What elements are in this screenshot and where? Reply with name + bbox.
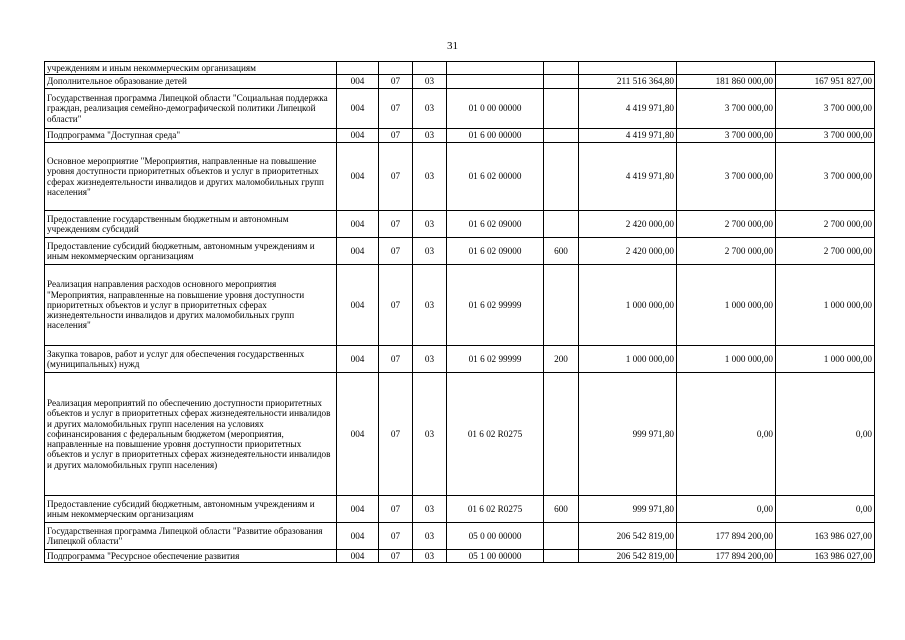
- row-section: 07: [379, 496, 413, 523]
- row-sum-year-2: 177 894 200,00: [677, 523, 776, 550]
- row-sum-year-3: 2 700 000,00: [776, 238, 875, 265]
- row-admin-code: 004: [337, 129, 379, 143]
- row-name: Закупка товаров, работ и услуг для обеспечения государственных (муниципальных) нужд: [45, 346, 337, 373]
- row-expense-type: [544, 211, 579, 238]
- row-admin-code: 004: [337, 143, 379, 211]
- row-target-article: 01 6 02 R0275: [447, 373, 544, 496]
- row-subsection: 03: [413, 238, 447, 265]
- row-sum-year-1: 206 542 819,00: [579, 550, 677, 563]
- row-sum-year-1: 4 419 971,80: [579, 89, 677, 129]
- row-sum-year-3: 0,00: [776, 496, 875, 523]
- row-expense-type: [544, 550, 579, 563]
- row-sum-year-2: 1 000 000,00: [677, 346, 776, 373]
- table-row: [45, 496, 875, 523]
- row-section: 07: [379, 550, 413, 563]
- row-section: 07: [379, 89, 413, 129]
- row-subsection: 03: [413, 265, 447, 346]
- row-section: 07: [379, 238, 413, 265]
- row-sum-year-1: 211 516 364,80: [579, 75, 677, 89]
- row-subsection: [413, 62, 447, 75]
- row-section: 07: [379, 346, 413, 373]
- row-expense-type: 200: [544, 346, 579, 373]
- table-row: [45, 550, 875, 563]
- row-target-article: 01 6 02 99999: [447, 265, 544, 346]
- row-sum-year-3: 163 986 027,00: [776, 523, 875, 550]
- row-sum-year-1: 4 419 971,80: [579, 129, 677, 143]
- row-sum-year-3: 3 700 000,00: [776, 129, 875, 143]
- row-sum-year-2: 0,00: [677, 373, 776, 496]
- row-admin-code: 004: [337, 496, 379, 523]
- row-subsection: 03: [413, 211, 447, 238]
- row-admin-code: 004: [337, 550, 379, 563]
- row-sum-year-3: 163 986 027,00: [776, 550, 875, 563]
- row-name: учреждениям и иным некоммерческим организациям: [45, 62, 337, 75]
- row-subsection: 03: [413, 89, 447, 129]
- row-target-article: 01 6 02 R0275: [447, 496, 544, 523]
- row-admin-code: 004: [337, 523, 379, 550]
- table-row: [45, 211, 875, 238]
- table-row: [45, 129, 875, 143]
- row-admin-code: 004: [337, 75, 379, 89]
- row-expense-type: [544, 265, 579, 346]
- row-subsection: 03: [413, 496, 447, 523]
- row-sum-year-3: [776, 62, 875, 75]
- row-section: [379, 62, 413, 75]
- row-name: Подпрограмма "Доступная среда": [45, 129, 337, 143]
- row-sum-year-2: 2 700 000,00: [677, 211, 776, 238]
- row-sum-year-3: 3 700 000,00: [776, 143, 875, 211]
- row-sum-year-1: 2 420 000,00: [579, 211, 677, 238]
- budget-table: [44, 61, 875, 563]
- row-expense-type: [544, 129, 579, 143]
- row-name: Реализация направления расходов основного мероприятия "Мероприятия, направленные на повышение уровня доступности приоритетных объектов и услуг в приоритетных сферах жизнедеятельности инвалидов и других маломобильных групп населения": [45, 265, 337, 346]
- row-expense-type: [544, 62, 579, 75]
- table-row: [45, 89, 875, 129]
- row-sum-year-2: 2 700 000,00: [677, 238, 776, 265]
- row-name: Государственная программа Липецкой области "Развитие образования Липецкой области": [45, 523, 337, 550]
- table-row: [45, 143, 875, 211]
- row-section: 07: [379, 143, 413, 211]
- row-subsection: 03: [413, 373, 447, 496]
- row-sum-year-2: 177 894 200,00: [677, 550, 776, 563]
- row-expense-type: [544, 75, 579, 89]
- row-sum-year-1: 2 420 000,00: [579, 238, 677, 265]
- row-expense-type: 600: [544, 496, 579, 523]
- row-sum-year-3: 1 000 000,00: [776, 346, 875, 373]
- row-sum-year-1: 1 000 000,00: [579, 265, 677, 346]
- row-sum-year-3: 0,00: [776, 373, 875, 496]
- row-target-article: 01 6 00 00000: [447, 129, 544, 143]
- row-target-article: [447, 62, 544, 75]
- row-admin-code: 004: [337, 346, 379, 373]
- table-row: [45, 238, 875, 265]
- row-name: Реализация мероприятий по обеспечению доступности приоритетных объектов и услуг в приоритетных сферах жизнедеятельности инвалидов и других маломобильных групп населения на условиях софинансирования с федеральным бюджетом (мероприятия, направленные на повышение уровня доступности приоритетных объектов и услуг в приоритетных сферах жизнедеятельности инвалидов и других маломобильных групп населения): [45, 373, 337, 496]
- row-expense-type: 600: [544, 238, 579, 265]
- row-name: Предоставление субсидий бюджетным, автономным учреждениям и иным некоммерческим организациям: [45, 238, 337, 265]
- row-sum-year-1: 4 419 971,80: [579, 143, 677, 211]
- row-sum-year-2: 181 860 000,00: [677, 75, 776, 89]
- row-sum-year-2: 3 700 000,00: [677, 143, 776, 211]
- row-sum-year-2: 3 700 000,00: [677, 129, 776, 143]
- row-sum-year-3: 3 700 000,00: [776, 89, 875, 129]
- row-admin-code: [337, 62, 379, 75]
- table-row: [45, 265, 875, 346]
- row-admin-code: 004: [337, 89, 379, 129]
- row-subsection: 03: [413, 523, 447, 550]
- row-section: 07: [379, 523, 413, 550]
- row-sum-year-2: 0,00: [677, 496, 776, 523]
- row-expense-type: [544, 373, 579, 496]
- row-sum-year-3: 1 000 000,00: [776, 265, 875, 346]
- row-sum-year-1: 206 542 819,00: [579, 523, 677, 550]
- row-admin-code: 004: [337, 373, 379, 496]
- row-target-article: 01 6 02 09000: [447, 238, 544, 265]
- row-target-article: 05 0 00 00000: [447, 523, 544, 550]
- row-target-article: [447, 75, 544, 89]
- row-name: Государственная программа Липецкой области "Социальная поддержка граждан, реализация семейно-демографической политики Липецкой области": [45, 89, 337, 129]
- table-row: [45, 373, 875, 496]
- row-name: Предоставление государственным бюджетным и автономным учреждениям субсидий: [45, 211, 337, 238]
- table-row: [45, 75, 875, 89]
- row-name: Дополнительное образование детей: [45, 75, 337, 89]
- table-row: [45, 523, 875, 550]
- row-section: 07: [379, 129, 413, 143]
- row-target-article: 01 6 02 00000: [447, 143, 544, 211]
- row-section: 07: [379, 75, 413, 89]
- row-sum-year-1: 999 971,80: [579, 496, 677, 523]
- row-target-article: 01 6 02 99999: [447, 346, 544, 373]
- row-target-article: 01 6 02 09000: [447, 211, 544, 238]
- row-admin-code: 004: [337, 265, 379, 346]
- row-subsection: 03: [413, 143, 447, 211]
- row-sum-year-2: 1 000 000,00: [677, 265, 776, 346]
- row-sum-year-1: 1 000 000,00: [579, 346, 677, 373]
- table-row: [45, 62, 875, 75]
- row-section: 07: [379, 211, 413, 238]
- row-admin-code: 004: [337, 238, 379, 265]
- row-subsection: 03: [413, 550, 447, 563]
- page-number: 31: [447, 40, 458, 52]
- row-subsection: 03: [413, 346, 447, 373]
- row-name: Предоставление субсидий бюджетным, автономным учреждениям и иным некоммерческим организациям: [45, 496, 337, 523]
- row-sum-year-2: [677, 62, 776, 75]
- row-sum-year-1: [579, 62, 677, 75]
- row-subsection: 03: [413, 75, 447, 89]
- row-sum-year-3: 2 700 000,00: [776, 211, 875, 238]
- row-section: 07: [379, 373, 413, 496]
- row-name: Подпрограмма "Ресурсное обеспечение развития: [45, 550, 337, 563]
- table-row: [45, 346, 875, 373]
- row-sum-year-3: 167 951 827,00: [776, 75, 875, 89]
- row-expense-type: [544, 143, 579, 211]
- row-expense-type: [544, 89, 579, 129]
- row-sum-year-1: 999 971,80: [579, 373, 677, 496]
- row-name: Основное мероприятие "Мероприятия, направленные на повышение уровня доступности приоритетных объектов и услуг в приоритетных сферах жизнедеятельности инвалидов и других маломобильных групп населения": [45, 143, 337, 211]
- row-sum-year-2: 3 700 000,00: [677, 89, 776, 129]
- row-target-article: 05 1 00 00000: [447, 550, 544, 563]
- row-target-article: 01 0 00 00000: [447, 89, 544, 129]
- row-subsection: 03: [413, 129, 447, 143]
- row-admin-code: 004: [337, 211, 379, 238]
- row-section: 07: [379, 265, 413, 346]
- row-expense-type: [544, 523, 579, 550]
